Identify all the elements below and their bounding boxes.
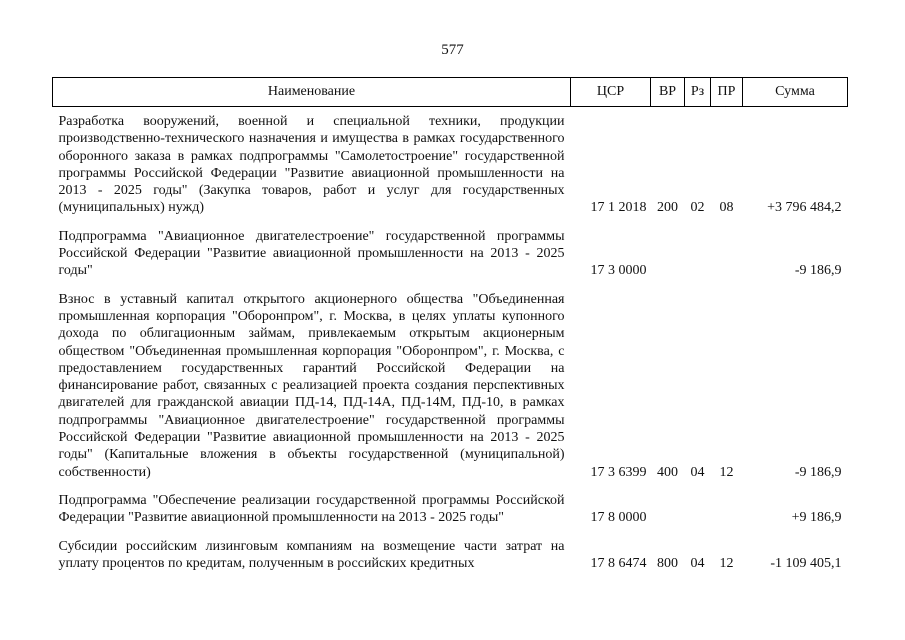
row-vr: 800	[657, 555, 678, 571]
row-vr	[651, 492, 685, 527]
row-csr: 17 3 0000	[590, 263, 647, 279]
row-sum: -9 186,9	[794, 263, 842, 279]
row-vr: 400	[657, 464, 678, 480]
row-rz: 02	[690, 200, 705, 216]
row-csr: 17 1 2018	[590, 200, 647, 216]
row-rz	[685, 228, 711, 280]
row-csr: 17 8 6474	[590, 555, 647, 571]
table-row	[53, 492, 848, 527]
table-row	[53, 228, 848, 280]
row-rz	[685, 492, 711, 527]
row-pr: 08	[719, 200, 734, 216]
page-number: 577	[441, 42, 464, 58]
row-sum: +3 796 484,2	[767, 200, 842, 216]
row-name: Субсидии российским лизинговым компаниям на возмещение части затрат на уплату процентов по кредитам, полученным в российских кредитных	[58, 538, 565, 571]
table-header-row	[53, 78, 848, 107]
budget-table	[52, 77, 848, 572]
row-pr	[711, 228, 743, 280]
row-pr	[711, 492, 743, 527]
row-rz: 04	[690, 464, 705, 480]
row-csr: 17 3 6399	[590, 464, 647, 480]
row-rz: 04	[690, 555, 705, 571]
header-vr: ВР	[651, 78, 685, 107]
row-sum: -1 109 405,1	[770, 555, 842, 571]
table-row	[53, 538, 848, 573]
header-name: Наименование	[53, 78, 571, 107]
row-sum: +9 186,9	[791, 510, 842, 526]
header-csr: ЦСР	[571, 78, 651, 107]
row-sum: -9 186,9	[794, 464, 842, 480]
row-pr: 12	[719, 555, 734, 571]
row-pr: 12	[719, 464, 734, 480]
row-csr: 17 8 0000	[590, 510, 647, 526]
row-name: Разработка вооружений, военной и специальной техники, продукции производственно-технического назначения и имущества в рамках государственного оборонного заказа в рамках подпрограммы "Самолетостроение" государственной программы Российской Федерации "Развитие авиационной промышленности на 2013 - 2025 годы" (Закупка товаров, работ и услуг для государственных (муниципальных) нужд)	[58, 114, 565, 216]
row-name: Взнос в уставный капитал открытого акционерного общества "Объединенная промышленная корпорация "Оборонпром", г. Москва, в целях уплаты купонного дохода по облигационным займам, привлекаемым открытым акционерным обществом "Объединенная промышленная корпорация "Оборонпром", г. Москва, с предоставлением государственных гарантий Российской Федерации на финансирование работ, связанных с реализацией проекта создания перспективных двигателей для гражданской авиации ПД-14, ПД-14А, ПД-14М, ПД-10, в рамках подпрограммы "Авиационное двигателестроение" государственной программы Российской Федерации "Развитие авиационной промышленности на 2013 - 2025 годы" (Капитальные вложения в объекты государственной (муниципальной) собственности)	[58, 291, 565, 480]
row-vr: 200	[657, 200, 678, 216]
row-name: Подпрограмма "Авиационное двигателестроение" государственной программы Российской Федерации "Развитие авиационной промышленности на 2013 - 2025 годы"	[58, 228, 565, 279]
header-pr: ПР	[711, 78, 743, 107]
table-row	[53, 291, 848, 481]
table-row	[53, 113, 848, 217]
header-sum: Сумма	[743, 78, 848, 107]
header-rz: Рз	[685, 78, 711, 107]
row-name: Подпрограмма "Обеспечение реализации государственной программы Российской Федерации "Развитие авиационной промышленности на 2013 - 2025 годы"	[58, 492, 565, 526]
row-vr	[651, 228, 685, 280]
